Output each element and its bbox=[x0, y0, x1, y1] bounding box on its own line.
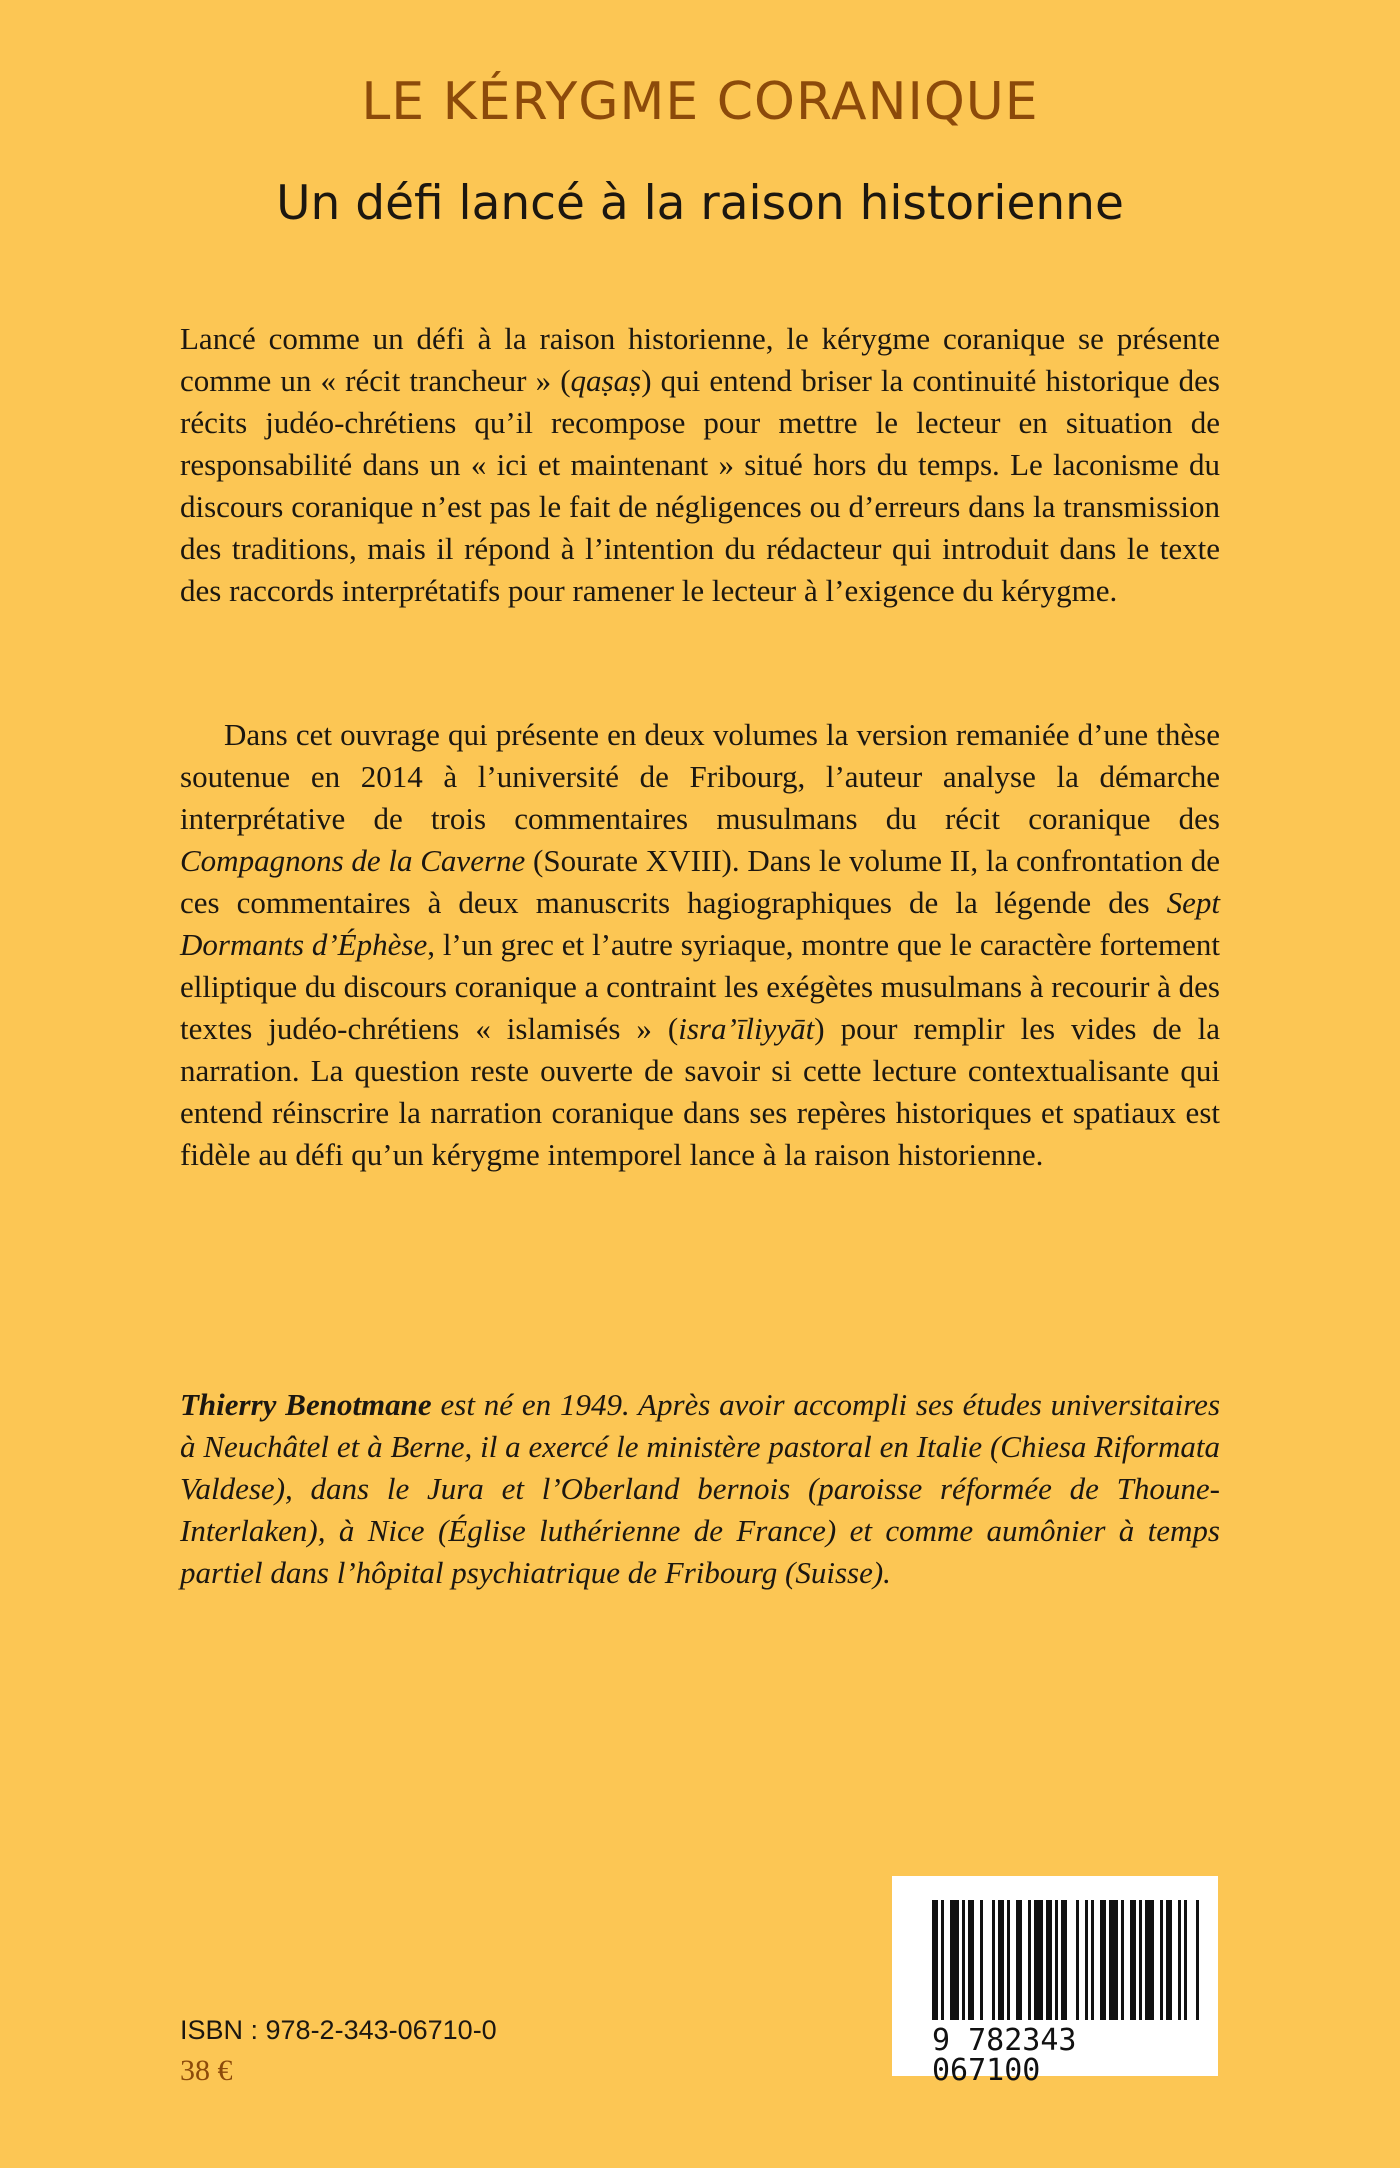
barcode-digits: 9 782343 067100 bbox=[932, 2023, 1077, 2088]
barcode-bar bbox=[1160, 1900, 1163, 2020]
summary-text: , l’un grec et l’autre syriaque, montre que le caractère fortement elliptique du discours coranique a contraint les exégètes musulmans à recourir à des textes judéo-chrétiens « islamisés » ( bbox=[180, 927, 1221, 1046]
barcode-bar bbox=[962, 1900, 965, 2020]
isbn-label: ISBN : 978-2-343-06710-0 bbox=[180, 2015, 497, 2045]
summary-italic-term: Compagnons de la Caverne bbox=[180, 843, 526, 878]
summary-text: ) pour remplir les vides de la narration. La question reste ouverte de savoir si cette lecture contextualisante qui entend réinscrire la narration coranique dans ses repères historiques et spatiaux est fidèle au défi qu’un kérygme intemporel lance à la raison historienne. bbox=[180, 1011, 1220, 1172]
summary-italic-term: Sept Dormants d’Éphèse bbox=[180, 885, 1220, 962]
barcode-bar bbox=[1028, 1900, 1031, 2020]
barcode-bar bbox=[1046, 1900, 1052, 2020]
summary-italic-term: qaṣaṣ bbox=[570, 363, 642, 398]
barcode-bar bbox=[1100, 1900, 1106, 2020]
barcode-bar bbox=[1016, 1900, 1022, 2020]
summary-paragraph-2 bbox=[180, 714, 1220, 1176]
author-bio-text: est né en 1949. Après avoir accompli ses études universitaires à Neuchâtel et à Berne, il a exercé le ministère pastoral en Italie (Chiesa Riformata Valdese), dans le Jura et l’Oberland bernois (paroisse réformée de Thoune-Interlaken), à Nice (Église luthérienne de France) et comme aumônier à temps partiel dans l’hôpital psychiatrique de Fribourg (Suisse). bbox=[180, 1387, 1221, 1590]
barcode-bar bbox=[1109, 1900, 1118, 2020]
barcode-bar bbox=[1076, 1900, 1079, 2020]
book-title: LE KÉRYGME CORANIQUE bbox=[361, 72, 1039, 132]
barcode-bar bbox=[1130, 1900, 1136, 2020]
barcode-bar bbox=[1061, 1900, 1067, 2020]
barcode-bar bbox=[968, 1900, 974, 2020]
barcode bbox=[892, 1876, 1218, 2088]
barcode-bar bbox=[1139, 1900, 1142, 2020]
barcode-bar bbox=[1034, 1900, 1043, 2020]
author-name: Thierry Benotmane bbox=[180, 1387, 432, 1422]
summary-text: Lancé comme un défi à la raison historienne, le kérygme coranique se présente comme un « récit trancheur » ( bbox=[180, 321, 1220, 398]
barcode-bar bbox=[992, 1900, 995, 2020]
barcode-bar bbox=[1121, 1900, 1124, 2020]
barcode-bar bbox=[980, 1900, 983, 2020]
barcode-bar bbox=[1085, 1900, 1088, 2020]
summary-paragraph-1 bbox=[180, 318, 1220, 612]
price-label: 38 € bbox=[180, 2054, 233, 2087]
barcode-bar bbox=[932, 1900, 938, 2020]
barcode-bar bbox=[1166, 1900, 1172, 2020]
summary-text: ) qui entend briser la continuité historique des récits judéo-chrétiens qu’il recompose pour mettre le lecteur en situation de responsabilité dans un « ici et maintenant » situé hors du temps. Le laconisme du discours coranique n’est pas le fait de négligences ou d’erreurs dans la transmission des traditions, mais il répond à l’intention du rédacteur qui introduit dans le texte des raccords interprétatifs pour ramener le lecteur à l’exigence du kérygme. bbox=[180, 363, 1220, 608]
barcode-bar bbox=[941, 1900, 944, 2020]
summary-italic-term: isra’īliyyāt bbox=[678, 1011, 815, 1046]
barcode-bar bbox=[1196, 1900, 1199, 2020]
barcode-bar bbox=[998, 1900, 1004, 2020]
barcode-bar bbox=[1184, 1900, 1187, 2020]
barcode-bar bbox=[1145, 1900, 1154, 2020]
barcode-bar bbox=[1091, 1900, 1094, 2020]
barcode-bar bbox=[1178, 1900, 1181, 2020]
barcode-bar bbox=[950, 1900, 959, 2020]
summary-text: (Sourate XVIII). Dans le volume II, la confrontation de ces commentaires à deux manuscrits hagiographiques de la légende des bbox=[180, 843, 1220, 920]
author-bio bbox=[180, 1384, 1220, 1594]
book-subtitle: Un défi lancé à la raison historienne bbox=[276, 176, 1124, 231]
barcode-bar bbox=[1055, 1900, 1058, 2020]
summary-text: Dans cet ouvrage qui présente en deux volumes la version remaniée d’une thèse soutenue en 2014 à l’université de Fribourg, l’auteur analyse la démarche interprétative de trois commentaires musulmans du récit coranique des bbox=[180, 717, 1220, 836]
barcode-bar bbox=[1007, 1900, 1010, 2020]
